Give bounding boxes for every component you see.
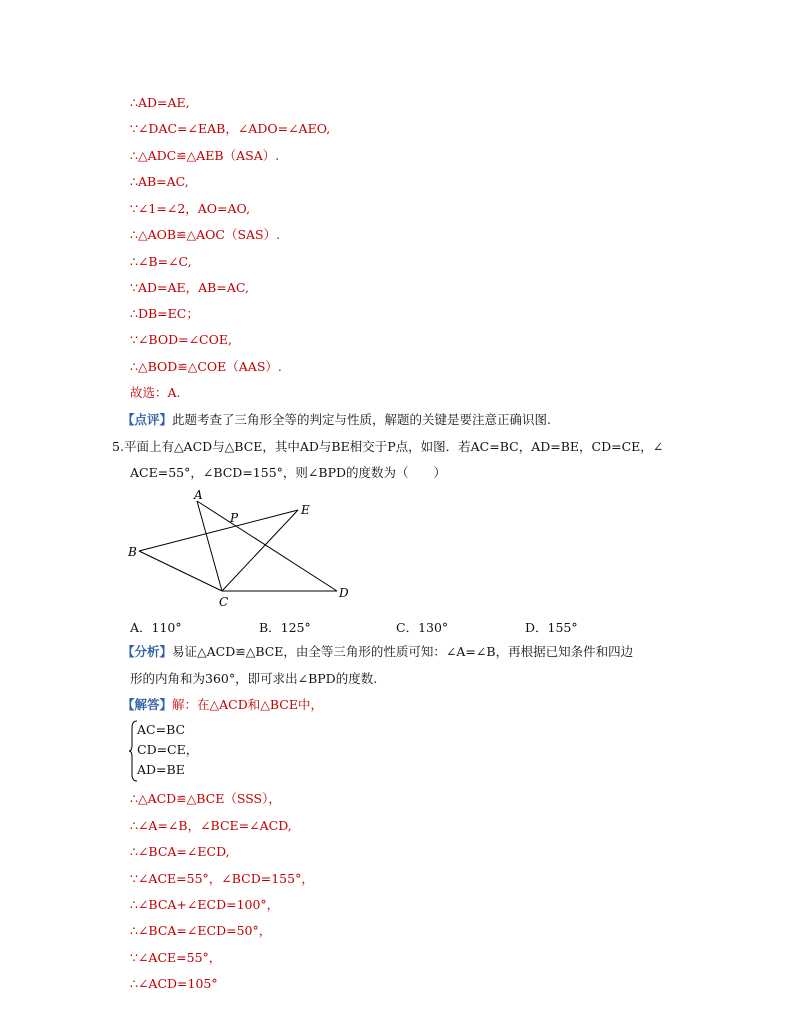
analysis-tag: 【分析】 [122, 644, 173, 659]
label-C: C [219, 595, 229, 609]
question-number: 5. [112, 439, 124, 454]
solution-line: ∴∠BCA=∠ECD, [130, 844, 230, 859]
solution-intro: 解：在△ACD和△BCE中， [172, 697, 323, 712]
solution-header [122, 696, 323, 714]
proof-line: ∴AB=AC, [130, 174, 189, 189]
choice-c: C．130° [396, 620, 449, 635]
review-block [122, 411, 551, 429]
equation-system [137, 720, 198, 780]
question-5-line1 [112, 438, 663, 456]
label-A: A [194, 488, 203, 502]
analysis-line2: 形的内角和为360°，即可求出∠BPD的度数. [130, 671, 378, 686]
label-E: E [301, 503, 310, 517]
solution-tag: 【解答】 [122, 697, 173, 712]
proof-line: ∴△BOD≌△COE（AAS）. [130, 359, 282, 374]
label-D: D [339, 586, 349, 600]
proof-line: ∵∠DAC=∠EAB，∠ADO=∠AEO, [130, 121, 331, 136]
choice-b: B．125° [259, 620, 311, 635]
segment-BE [139, 510, 298, 551]
label-P: P [230, 511, 239, 525]
review-text: 此题考查了三角形全等的判定与性质，解题的关键是要注意正确识图. [172, 412, 551, 427]
proof-line: ∵∠BOD=∠COE, [130, 332, 232, 347]
choose-answer: 故选：A. [130, 385, 181, 400]
solution-line: ∵∠ACE=55°，∠BCD=155°， [130, 871, 314, 886]
solution-line: ∵∠ACE=55°， [130, 950, 222, 965]
proof-line: ∵AD=AE，AB=AC, [130, 280, 249, 295]
solution-line: ∴∠BCA+∠ECD=100°， [130, 897, 280, 912]
segment-BC [139, 551, 222, 591]
system-row: AD=BE [137, 762, 185, 777]
question-5-line2: ACE=55°，∠BCD=155°，则∠BPD的度数为（ ） [130, 465, 446, 480]
solution-line: ∴∠A=∠B，∠BCE=∠ACD, [130, 818, 292, 833]
system-row: CD=CE， [137, 742, 199, 757]
analysis-text: 易证△ACD≌△BCE，由全等三角形的性质可知：∠A=∠B，再根据已知条件和四边 [172, 644, 634, 659]
analysis-line1 [122, 643, 633, 661]
geometry-figure [110, 484, 370, 614]
proof-line: ∴△ADC≌△AEB（ASA）. [130, 148, 280, 163]
proof-line: ∴△AOB≌△AOC（SAS）. [130, 227, 281, 242]
proof-line: ∵∠1=∠2，AO=AO, [130, 201, 251, 216]
system-row: AC=BC [137, 722, 186, 737]
proof-line: ∴AD=AE, [130, 95, 190, 110]
solution-line: ∴△ACD≌△BCE（SSS）， [130, 791, 281, 806]
question-text: 平面上有△ACD与△BCE，其中AD与BE相交于P点，如图．若AC=BC，AD=BE，CD=CE，∠ [123, 439, 664, 454]
review-tag: 【点评】 [122, 412, 173, 427]
proof-line: ∴DB=EC； [130, 306, 199, 321]
choice-d: D．155° [525, 620, 578, 635]
solution-line: ∴∠BCA=∠ECD=50°， [130, 923, 272, 938]
choice-a: A．110° [130, 620, 182, 635]
proof-line: ∴∠B=∠C, [130, 254, 192, 269]
label-B: B [128, 545, 137, 559]
solution-line: ∴∠ACD=105° [130, 976, 218, 991]
